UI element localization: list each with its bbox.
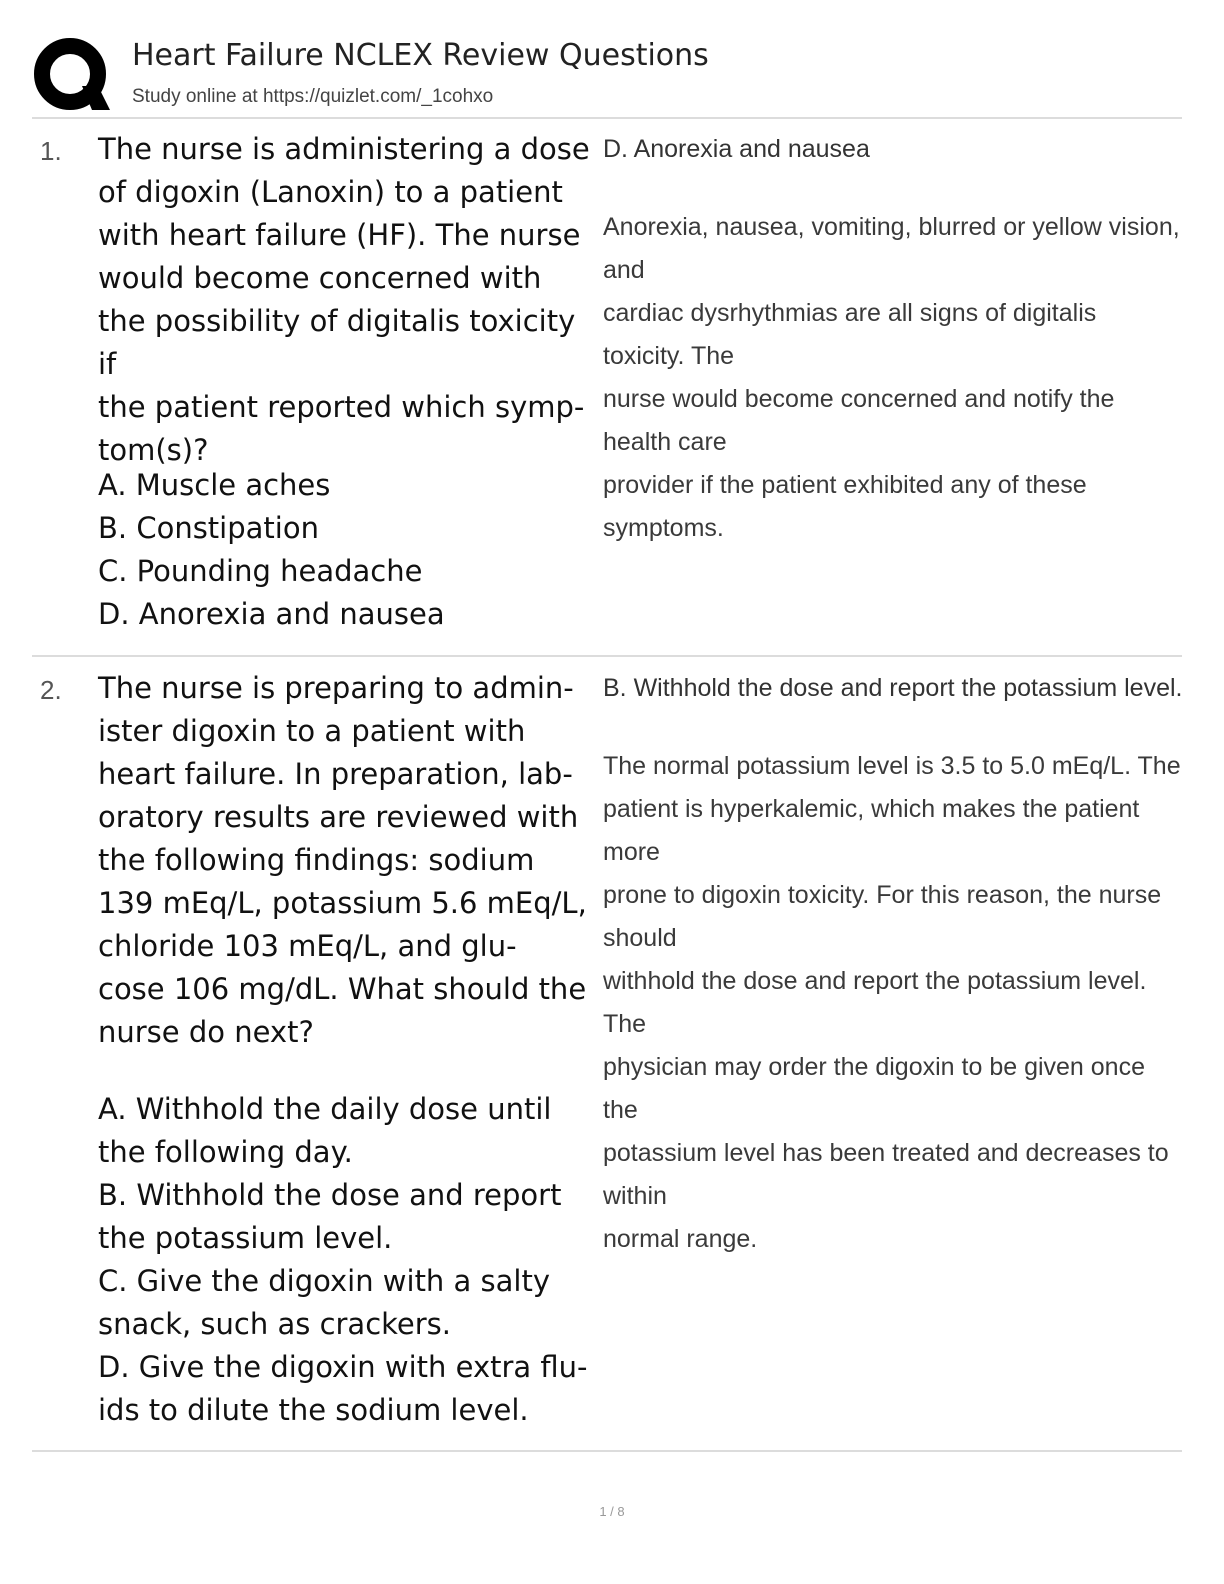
answer-options [98, 1088, 598, 1432]
option-c: C. Pounding headache [98, 554, 423, 588]
option-b: B. Constipation [98, 511, 319, 545]
option-a: A. Muscle aches [98, 468, 331, 502]
document-title: Heart Failure NCLEX Review Questions [132, 38, 709, 73]
option-b: B. Withhold the dose and report the potassium level. [98, 1178, 562, 1255]
divider [32, 655, 1182, 657]
page-number: 1 / 8 [599, 1504, 625, 1519]
answer-explanation: Anorexia, nausea, vomiting, blurred or yellow vision, and cardiac dysrhythmias are all signs of digitalis toxicity. The nurse would become concerned and notify the health care provider if the patient exhibited any of these symptoms. [603, 213, 1180, 542]
option-c: C. Give the digoxin with a salty snack, such as crackers. [98, 1264, 550, 1341]
answer-options [98, 464, 598, 636]
divider [32, 1450, 1182, 1452]
page-header [32, 34, 1182, 118]
correct-answer: D. Anorexia and nausea [603, 135, 870, 163]
answer-explanation: The normal potassium level is 3.5 to 5.0 mEq/L. The patient is hyperkalemic, which makes the patient more prone to digoxin toxicity. For this reason, the nurse should withhold the dose and report the potassium level. The physician may order the digoxin to be given once the potassium level has been treated and decreases to within normal range. [603, 752, 1181, 1253]
option-a: A. Withhold the daily dose until the following day. [98, 1092, 552, 1169]
option-d: D. Give the digoxin with extra flu- ids to dilute the sodium level. [98, 1350, 588, 1427]
option-d: D. Anorexia and nausea [98, 597, 445, 631]
divider [32, 117, 1182, 119]
correct-answer: B. Withhold the dose and report the potassium level. [603, 674, 1183, 702]
quizlet-q-logo-icon [32, 34, 112, 114]
card-number: 2. [40, 675, 62, 705]
study-online-link[interactable]: Study online at https://quizlet.com/_1cohxo [132, 86, 494, 107]
question-text: The nurse is preparing to admin- ister digoxin to a patient with heart failure. In preparation, lab- oratory results are reviewed with the following findings: sodium 139 mEq/L, potassium 5.6 mEq/L, chloride 103 mEq/L, and glu- cose 106 mg/dL. What should the nurse do next? [98, 671, 587, 1049]
card-number: 1. [40, 136, 62, 166]
question-text: The nurse is administering a dose of digoxin (Lanoxin) to a patient with heart failure (HF). The nurse would become concerned with the possibility of digitalis toxicity if the patient reported which symp- tom(s)? [98, 132, 590, 467]
